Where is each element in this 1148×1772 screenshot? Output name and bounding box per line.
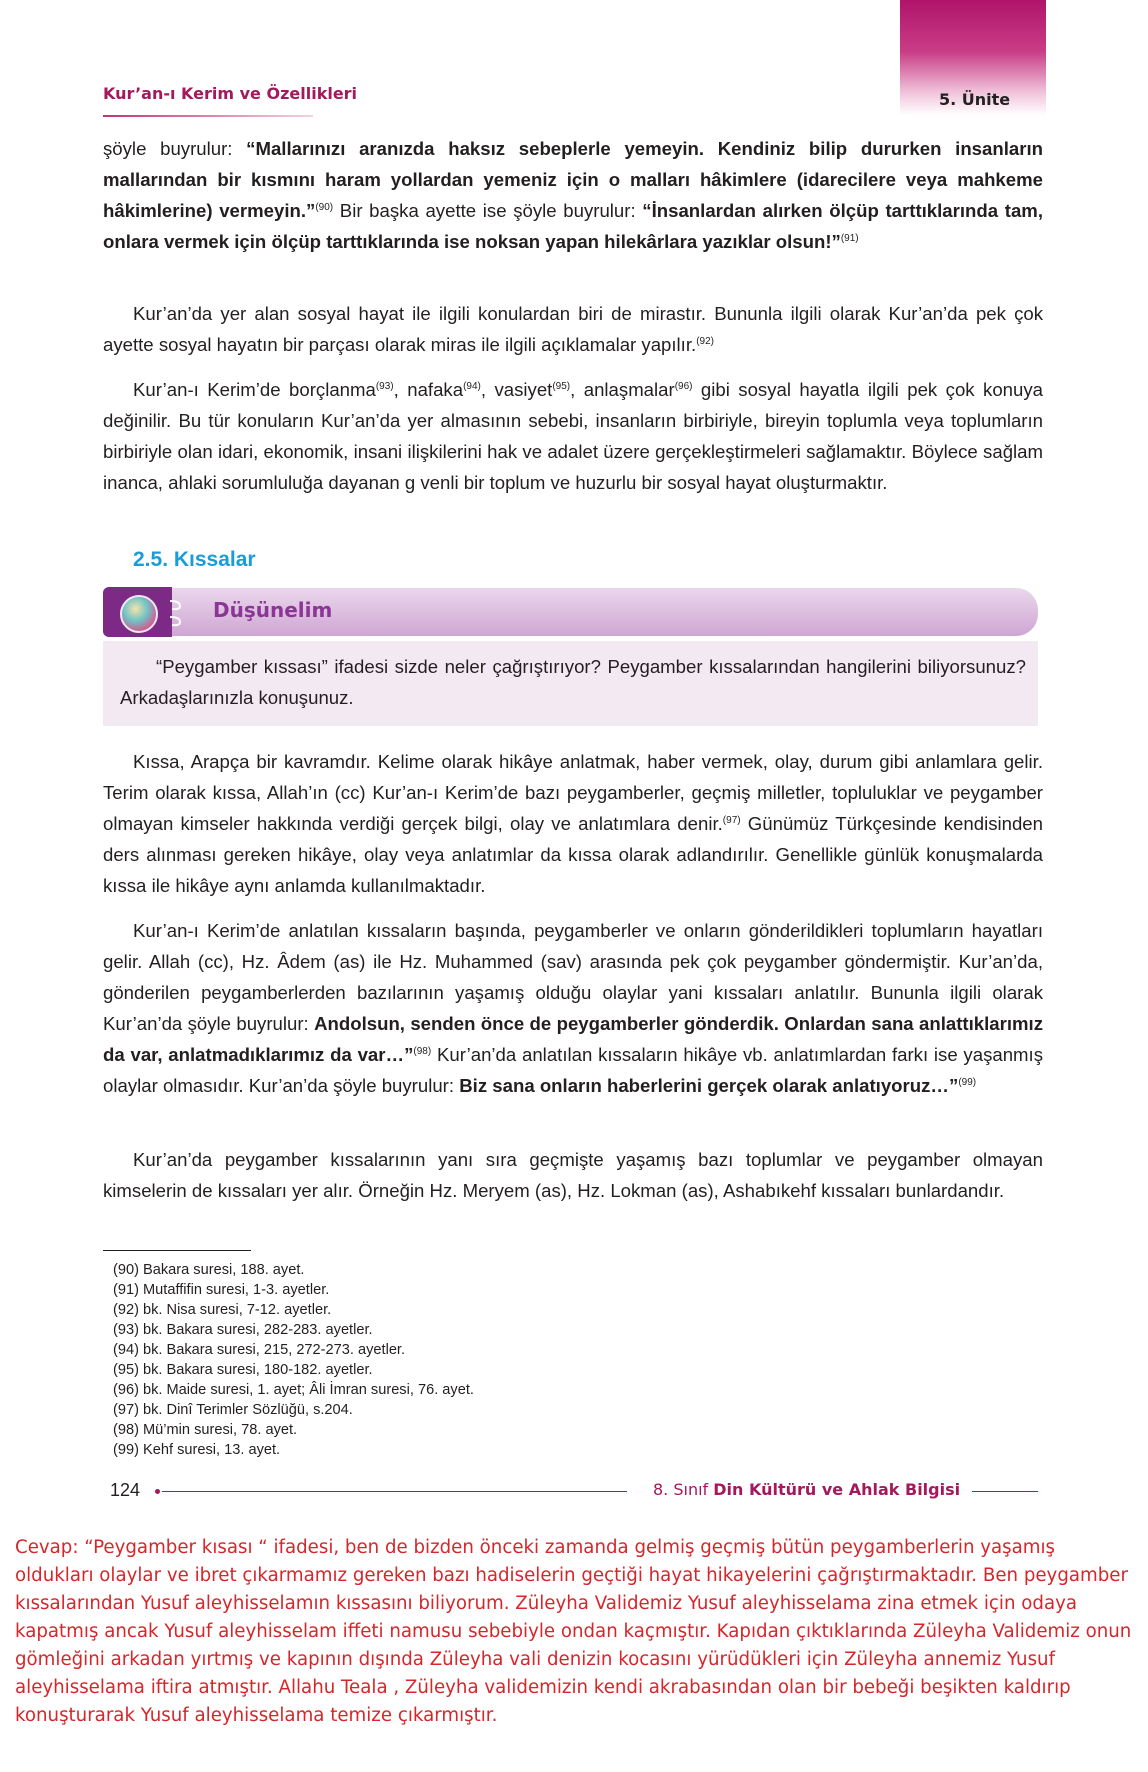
dusunelim-title: Düşünelim: [213, 598, 333, 622]
paragraph-5-text-1: Kur’an-ı Kerim’de anlatılan kıssaların başında, peygamberler ve onların gönderildikleri toplumların hayatları gelir. Allah (cc), Hz. Âdem (as) ile Hz. Muhammed (sav) arasında pek çok peygamber göndermiştir. Kur’an’da, gönderilen peygamberlerden bazılarının yaşamış olduğu olaylar yani kıssaları anlatılır. Bununla ilgili olarak Kur’an’da şöyle buyrulur:: [103, 920, 1043, 1034]
footer-course-title: [653, 1480, 960, 1499]
verse-quote-91: “İnsanlardan alırken ölçüp tarttıklarında tam, onlara vermek için ölçüp tarttıklarında ise noksan yapan hilekârlara yazıklar olsun!”: [103, 200, 1044, 252]
paragraph-1-lead: şöyle buyrulur:: [103, 138, 247, 159]
footnote-95: (95) bk. Bakara suresi, 180-182. ayetler.: [113, 1362, 373, 1378]
unit-label: 5. Ünite: [939, 90, 1011, 109]
binder-rings-icon: [168, 595, 186, 631]
paragraph-3-text-2: , nafaka: [393, 379, 464, 400]
paragraph-4-text: Kıssa, Arapça bir kavramdır. Kelime olarak hikâye anlatmak, haber vermek, olay, durum gibi anlamlara gelir. Terim olarak kıssa, Allah’ın (cc) Kur’an-ı Kerim’de bazı peygamberler, geçmiş milletler, topluluklar ve peygamber olmayan kimseler hakkında verdiği gerçek bilgi, olay ve anlatımlara denir.: [103, 751, 1043, 834]
page-number: 124: [110, 1480, 141, 1500]
footnote-ref-99: (99): [958, 1077, 977, 1088]
paragraph-1: [103, 133, 1043, 257]
paragraph-1-mid: Bir başka ayette ise şöyle buyrulur:: [333, 200, 643, 221]
paragraph-2-text: Kur’an’da yer alan sosyal hayat ile ilgili konulardan biri de mirastır. Bununla ilgili olarak Kur’an’da pek çok ayette sosyal hayatın bir parçası olarak miras ile ilgili açıklamalar yapılır.: [103, 303, 1043, 355]
paragraph-5-text-2: Kur’an’da anlatılan kıssaların hikâye vb. anlatımlardan farkı ise yaşanmış olaylar olmasıdır. Kur’an’da şöyle buyrulur:: [103, 1044, 1043, 1096]
footnote-97: (97) bk. Dinî Terimler Sözlüğü, s.204.: [113, 1402, 353, 1418]
answer-text: Cevap: “Peygamber kısası “ ifadesi, ben de bizden önceki zamanda gelmiş geçmiş bütün peygamberlerin yaşamış oldukları olaylar ve ibret çıkarmamız gereken bazı hadiselerin geçtiği hayat hikayelerini çağrıştırmaktadır. Ben peygamber kıssalarından Yusuf aleyhisselamın kıssasını biliyorum. Züleyha Validemiz Yusuf aleyhisselama zina etmek için odaya kapatmış ancak Yusuf aleyhisselam iffeti namusu sebebiyle ondan kaçmıştır. Kapıdan çıktıklarında Züleyha Validemiz onun gömleğini arkadan yırtmış ve kapının dışında Züleyha vali denizin kocasını yürüdükleri için Züleyha annemiz Yusuf aleyhisselama iftira atmıştır. Allahu Teala , Züleyha validemizin kendi akrabasından olan bir bebeği beşikten kaldırıp konuşturarak Yusuf aleyhisselama temize çıkarmıştır.: [15, 1537, 1132, 1726]
footer-dot: [155, 1489, 160, 1494]
header-underline: [103, 115, 313, 117]
footnote-93: (93) bk. Bakara suresi, 282-283. ayetler.: [113, 1322, 373, 1338]
paragraph-3-text-4: , anlaşmalar: [570, 379, 675, 400]
footnote-ref-94: (94): [463, 381, 481, 392]
paragraph-3-text-3: , vasiyet: [480, 379, 553, 400]
book-title: Kur’an-ı Kerim ve Özellikleri: [103, 84, 358, 103]
footer-grade: 8. Sınıf: [653, 1480, 714, 1499]
footnotes: [113, 1260, 474, 1460]
paragraph-3: [103, 374, 1043, 498]
footer-line-right: [972, 1491, 1038, 1492]
footnote-99: (99) Kehf suresi, 13. ayet.: [113, 1442, 281, 1458]
paragraph-3-text-1: Kur’an-ı Kerim’de borçlanma: [133, 379, 376, 400]
question-text-body: “Peygamber kıssası” ifadesi sizde neler çağrıştırıyor? Peygamber kıssalarından hangilerini biliyorsunuz? Arkadaşlarınızla konuşunuz.: [120, 656, 1026, 708]
verse-quote-98: Andolsun, senden önce de peygamberler gönderdik. Onlardan sana anlattıklarımız da var, anlatmadıklarımız da var…”: [103, 1013, 1043, 1065]
footnote-ref-98: (98): [413, 1046, 432, 1057]
question-text: [120, 651, 1026, 713]
footnote-91: (91) Mutaffifin suresi, 1-3. ayetler.: [113, 1282, 330, 1298]
footnote-ref-95: (95): [552, 381, 571, 392]
paragraph-2: [103, 298, 1043, 360]
footnote-ref-92: (92): [696, 336, 714, 347]
footnote-ref-97: (97): [722, 815, 741, 826]
paragraph-4-text-2: Günümüz Türkçesinde kendisinden ders alınması gereken hikâye, olay veya anlatımlar da kıssa olarak adlandırılır. Genellikle günlük konuşmalarda kıssa ile hikâye aynı anlamda kullanılmaktadır.: [103, 813, 1043, 896]
footer-course: Din Kültürü ve Ahlak Bilgisi: [713, 1480, 961, 1499]
paragraph-6: [103, 1144, 1043, 1206]
paragraph-5: [103, 915, 1043, 1101]
footer-line-left: [162, 1491, 627, 1492]
footnote-ref-93: (93): [375, 381, 394, 392]
footnote-98: (98) Mü’min suresi, 78. ayet.: [113, 1422, 298, 1438]
footnote-ref-91: (91): [840, 233, 859, 244]
footnote-96: (96) bk. Maide suresi, 1. ayet; Âli İmran suresi, 76. ayet.: [113, 1382, 474, 1398]
footnote-ref-90: (90): [315, 202, 334, 213]
footnote-ref-96: (96): [674, 381, 693, 392]
paragraph-4: [103, 746, 1043, 901]
paragraph-6-text: Kur’an’da peygamber kıssalarının yanı sıra geçmişte yaşamış bazı toplumlar ve peygamber olmayan kimselerin de kıssaları yer alır. Örneğin Hz. Meryem (as), Hz. Lokman (as), Ashabıkehf kıssaları bunlardandır.: [103, 1149, 1043, 1201]
footnote-94: (94) bk. Bakara suresi, 215, 272-273. ayetler.: [113, 1342, 406, 1358]
thinking-globe-icon: [103, 587, 172, 637]
section-heading: 2.5. Kıssalar: [133, 548, 256, 571]
verse-quote-90: “Mallarınızı aranızda haksız sebeplerle yemeyin. Kendiniz bilip dururken insanların mallarından bir kısmını haram yollardan yemeniz için o malları hâkimlere (idarecilere veya mahkeme hâkimlerine) vermeyin.”: [103, 138, 1043, 221]
footnote-rule: [103, 1250, 251, 1251]
footnote-92: (92) bk. Nisa suresi, 7-12. ayetler.: [113, 1302, 332, 1318]
footnote-90: (90) Bakara suresi, 188. ayet.: [113, 1262, 305, 1278]
verse-quote-99: Biz sana onların haberlerini gerçek olarak anlatıyoruz…”: [459, 1075, 959, 1096]
paragraph-3-text-5: gibi sosyal hayatla ilgili pek çok konuya değinilir. Bu tür konuların Kur’an’da yer almasının sebebi, insanların birbiriyle, bireyin toplumla veya toplumların birbiriyle olan idari, ekonomik, insani ilişkilerini hak ve adalet üzere gerçekleştirmeleri sağlamaktır. Böylece sağlam inanca, ahlaki sorumluluğa dayanan g venli bir toplum ve huzurlu bir sosyal hayat oluşturmaktır.: [103, 379, 1043, 493]
